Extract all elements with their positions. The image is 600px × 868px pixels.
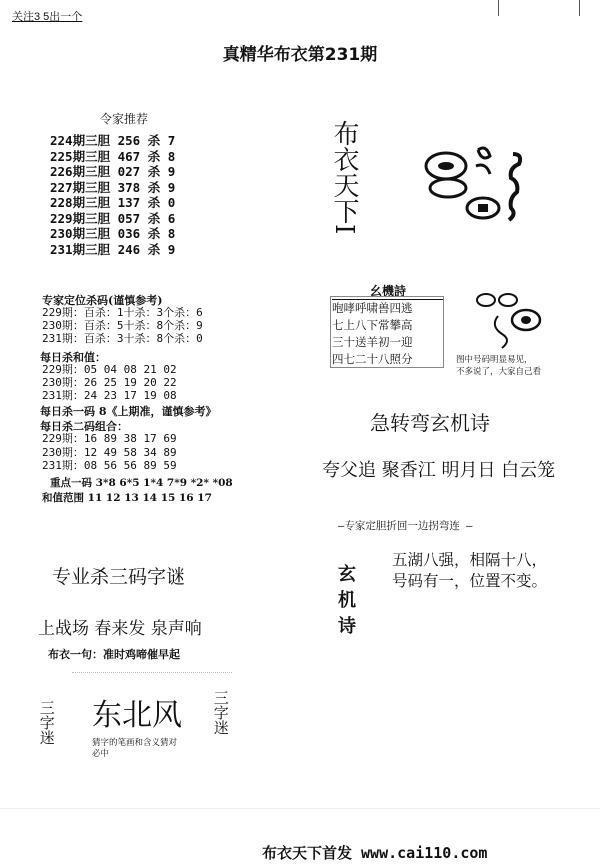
one-code-heading: 每日杀一码 8《上期准，谨慎参考》 xyxy=(40,405,217,418)
turn-line: 夸父追 聚香江 明月日 白云笼 xyxy=(322,460,556,481)
list-item: 230期：26 25 19 20 22 xyxy=(42,376,177,389)
expert-banner: —专家定胆折回一边拐弯连 — xyxy=(338,520,473,532)
figure-caption-1: 图中号码明显易见， xyxy=(456,355,533,365)
two-code-heading: 每日杀二码组合： xyxy=(40,420,128,433)
list-item: 224期三胆 256 杀 7 xyxy=(50,133,176,148)
footer-text: 布衣天下首发 www.cai110.com xyxy=(262,844,488,862)
list-item: 231期三胆 246 杀 9 xyxy=(50,241,176,257)
riddle-right-text: 三字迷 xyxy=(211,690,230,735)
top-note: 关注3 5出一个 xyxy=(12,11,83,23)
key-points: 重点一码 3*8 6*5 1*4 7*9 *2* *08 xyxy=(50,477,233,489)
xuanji-vertical xyxy=(332,564,358,647)
turn-title: 急转弯玄机诗 xyxy=(370,411,490,435)
bold-list xyxy=(50,133,175,257)
pawn-figure xyxy=(468,290,552,350)
daily-kill-heading: 每日杀和值： xyxy=(40,351,106,364)
expert-heading: 专家定位杀码(谨慎参考) xyxy=(42,294,163,307)
list-item: 230期：百杀：5十杀：8个杀：9 xyxy=(42,319,203,332)
list-item: 225期三胆 467 杀 8 xyxy=(50,148,176,164)
list-item: 226期三胆 027 杀 9 xyxy=(50,164,176,179)
riddle-center: 东北风 xyxy=(92,698,182,733)
corner-frame xyxy=(498,0,580,16)
list-item: 230期：12 49 58 34 89 xyxy=(42,445,177,459)
footer-divider xyxy=(0,808,600,809)
page-title: 真精华布衣第231期 xyxy=(222,45,378,65)
poem-title: 幺機詩 xyxy=(332,282,444,300)
list-item: 229期：05 04 08 21 02 xyxy=(42,363,177,376)
section-heading: 令家推荐 xyxy=(100,112,149,126)
kill-three-title: 专业杀三码字谜 xyxy=(52,566,186,588)
two-code-list xyxy=(42,432,177,473)
list-item: 231期：百杀：3十杀：8个杀：0 xyxy=(42,332,203,345)
xuanji-verse xyxy=(392,550,547,592)
poem-line: 三十送羊初一迎 xyxy=(332,335,413,349)
list-item: 228期三胆 137 杀 0 xyxy=(50,195,176,210)
vertical-title-text: 布衣天下I xyxy=(329,120,359,235)
sum-range: 和值范围 11 12 13 14 15 16 17 xyxy=(42,492,212,504)
list-item: 227期三胆 378 杀 9 xyxy=(50,179,176,195)
figure-caption-2: 不多说了，大家自己看 xyxy=(456,367,542,377)
poem-frame xyxy=(330,296,444,368)
coin-figure xyxy=(418,138,530,234)
buyi-sentence: 布衣一句：准时鸡啼催早起 xyxy=(48,648,180,661)
list-item: 231期：08 56 56 89 59 xyxy=(42,459,177,472)
riddle-hint: 猜字的笔画和含义猜对必中 xyxy=(92,738,178,759)
list-item: 229期：百杀：1十杀：3个杀：6 xyxy=(42,306,203,319)
xuanji-line-2: 号码有一，位置不变。 xyxy=(392,572,548,590)
riddle-right xyxy=(212,690,229,735)
poem-line: 七上八下常攀高 xyxy=(332,318,413,332)
expert-list xyxy=(42,306,203,345)
daily-kill-list xyxy=(42,363,177,402)
list-item: 229期：16 89 38 17 69 xyxy=(42,432,177,445)
xuanji-line-1: 五湖八强，相隔十八， xyxy=(392,551,548,569)
poem-line: 咆哮呼啸兽四逃 xyxy=(332,301,413,315)
poem-line: 四七二十八照分 xyxy=(332,352,413,366)
riddle-left xyxy=(38,700,55,745)
riddle-line: 上战场 春来发 泉声响 xyxy=(38,619,202,639)
xuanji-vertical-text: 玄机诗 xyxy=(335,564,356,642)
list-item: 231期：24 23 17 19 08 xyxy=(42,389,177,402)
vertical-title xyxy=(326,120,363,241)
figure-caption xyxy=(456,354,541,378)
riddle-left-text: 三字迷 xyxy=(37,700,56,745)
list-item: 229期三胆 057 杀 6 xyxy=(50,210,176,226)
list-item: 230期三胆 036 杀 8 xyxy=(50,226,176,241)
